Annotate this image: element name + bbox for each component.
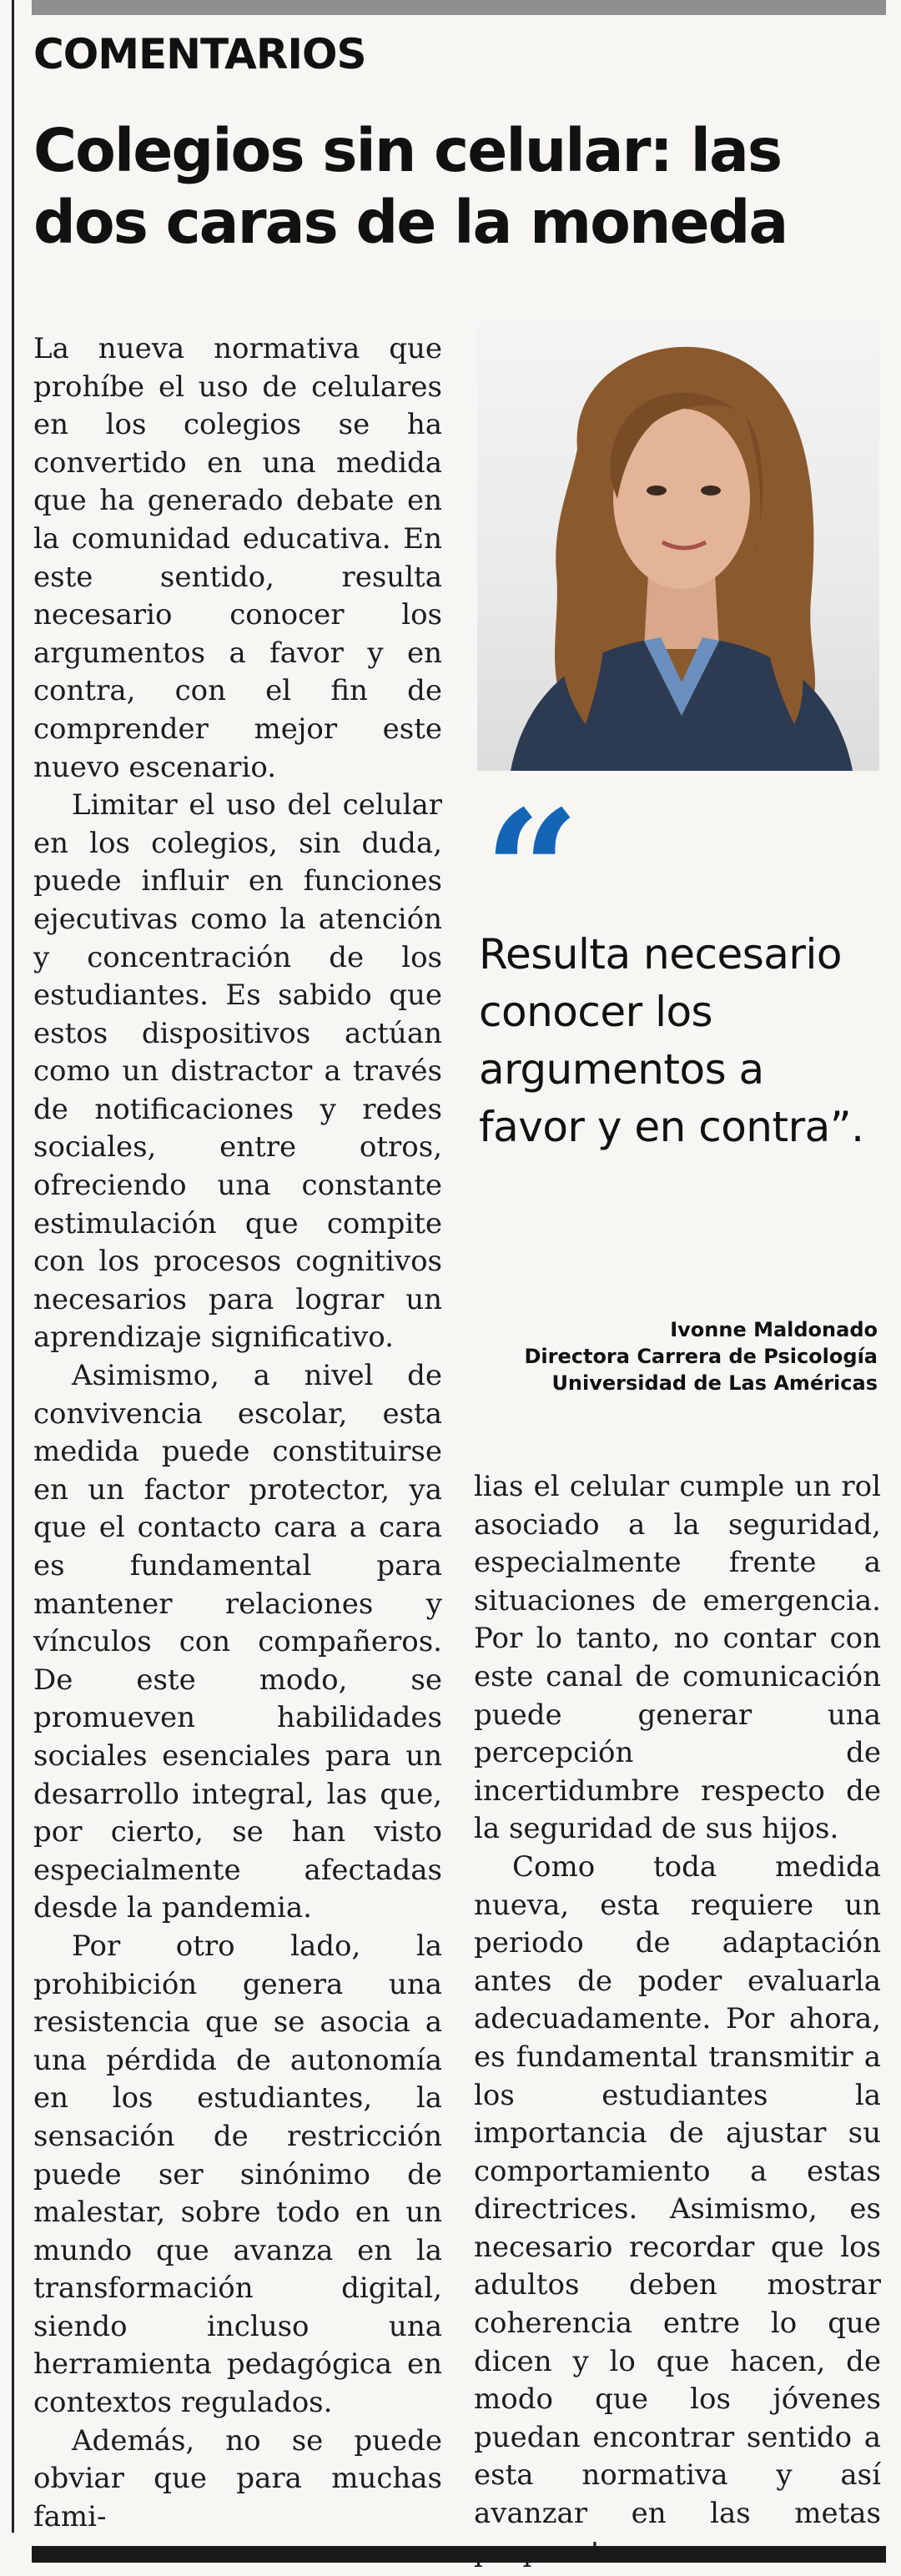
bottom-rule [32,2546,886,2563]
paragraph: Además, no se puede obviar que para muchas fami- [33,2423,442,2533]
author-institution: Universidad de Las Américas [551,1371,878,1395]
paragraph: Asimismo, a nivel de convivencia escolar, esta medida puede constituirse en un factor protector, ya que el contacto cara a cara es fundamental para mantener relaciones y vínculos con compañeros. De este modo, se promueven habilidades sociales esenciales para un desarrollo integral, las que, por cierto, se han visto especialmente afectadas desde la pandemia. [33,1359,442,1925]
left-column-rule [12,0,14,2533]
paragraph: Limitar el uso del celular en los colegios, sin duda, puede influir en funciones ejecutivas como la atención y concentración de los estudiantes. Es sabido que estos dispositivos actúan como un distractor a través de notificaciones y redes sociales, entre otros, ofreciendo una constante estimulación que compite con los procesos cognitivos necesarios para lograr un aprendizaje significativo. [33,788,442,1355]
headline: Colegios sin celular: las dos caras de la moneda [33,116,788,257]
author-role: Directora Carrera de Psicología [524,1345,878,1368]
paragraph: Por otro lado, la prohibición genera una resistencia que se asocia a una pérdida de autonomía en los estudiantes, la sensación de restricción puede ser sinónimo de malestar, sobre todo en un mundo que avanza en la transformación digital, siendo incluso una herramienta pedagógica en contextos regulados. [33,1929,442,2420]
paragraph: La nueva normativa que prohíbe el uso de celulares en los colegios se ha convertido en una medida que ha generado debate en la comunidad educativa. En este sentido, resulta necesario conocer los argumentos a favor y en contra, con el fin de comprender mejor este nuevo escenario. [33,332,442,784]
pull-quote: Resulta necesario conocer los argumentos a favor y en contra”. [479,930,864,1151]
paragraph: lias el celular cumple un rol asociado a la seguridad, especialmente frente a situaciones de emergencia. Por lo tanto, no contar con este canal de comunicación puede generar una percepción de incertidumbre respecto de la seguridad de sus hijos. [474,1470,881,1846]
quote-mark-icon: “ [484,774,581,970]
portrait-illustration [477,324,879,771]
paragraph: Como toda medida nueva, esta requiere un periodo de adaptación antes de poder evaluarla adecuadamente. Por ahora, es fundamental transmitir a los estudiantes la importancia de ajustar su comportamiento a estas directrices. Asimismo, es necesario recordar que los adultos deben mostrar coherencia entre lo que dicen y lo que hacen, de modo que los jóvenes puedan encontrar sentido a esta normativa y así avanzar en las metas [474,1849,881,2531]
body-column-2 [474,1468,881,2571]
author-name: Ivonne Maldonado [670,1318,878,1341]
top-rule [32,0,886,15]
section-label: COMENTARIOS [33,30,366,78]
author-photo [477,324,879,771]
body-column-1 [33,330,442,2536]
author-credit [467,1316,878,1396]
